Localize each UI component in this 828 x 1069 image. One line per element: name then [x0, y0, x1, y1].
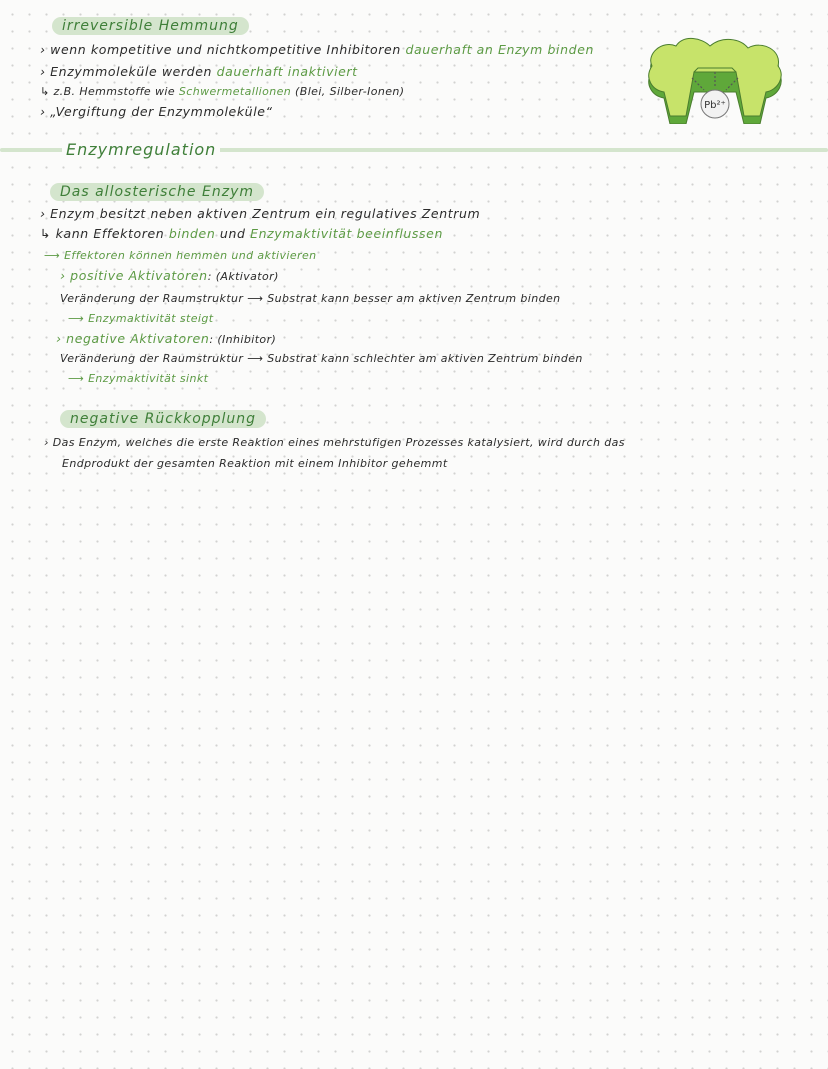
heading-irreversible-inhibition: irreversible Hemmung: [52, 17, 249, 35]
text: und: [215, 226, 251, 241]
allosteric-line-6: ⟶ Enzymaktivität steigt: [68, 312, 214, 325]
section-title-enzymregulation: Enzymregulation: [62, 140, 220, 159]
text: : (Inhibitor): [209, 333, 277, 346]
text: › wenn kompetitive und nichtkompetitive Inhibitoren: [40, 42, 406, 57]
highlight-text: dauerhaft inaktiviert: [216, 64, 358, 79]
lead-ion-label: Pb²⁺: [704, 100, 726, 111]
allosteric-line-9: ⟶ Enzymaktivität sinkt: [68, 372, 209, 385]
highlight-text: binden: [168, 226, 216, 241]
highlight-text: Enzymaktivität beeinflussen: [250, 226, 443, 241]
text: › Enzymmoleküle werden: [40, 64, 217, 79]
allosteric-line-7: [56, 331, 276, 348]
highlight-text: Schwermetallionen: [178, 85, 292, 98]
allosteric-line-5: Veränderung der Raumstruktur ⟶ Substrat kann besser am aktiven Zentrum binden: [60, 292, 561, 305]
feedback-line-1: › Das Enzym, welches die erste Reaktion eines mehrstufigen Prozesses katalysiert, wird durch das: [44, 436, 625, 449]
feedback-line-2: Endprodukt der gesamten Reaktion mit einem Inhibitor gehemmt: [62, 457, 448, 470]
bullet-irreversible-2: [40, 64, 358, 80]
bullet-irreversible-3: [40, 84, 404, 100]
heading-allosteric-enzyme: Das allosterische Enzym: [50, 183, 264, 201]
enzyme-lead-ion-figure: [640, 32, 790, 124]
allosteric-line-8: Veränderung der Raumstruktur ⟶ Substrat kann schlechter am aktiven Zentrum binden: [60, 352, 583, 365]
allosteric-line-2: [40, 226, 443, 242]
text: : (Aktivator): [207, 270, 279, 283]
allosteric-line-3: ⟶ Effektoren können hemmen und aktivieren: [44, 249, 317, 262]
highlight-text: dauerhaft an Enzym binden: [405, 42, 595, 57]
text: ↳ z.B. Hemmstoffe wie: [40, 85, 179, 98]
text: (Blei, Silber-Ionen): [291, 85, 405, 98]
text: ↳ kann Effektoren: [40, 226, 169, 241]
highlight-text: › positive Aktivatoren: [60, 268, 208, 283]
bullet-irreversible-4: › „Vergiftung der Enzymmoleküle“: [40, 104, 273, 119]
highlight-text: › negative Aktivatoren: [56, 331, 210, 346]
allosteric-line-1: › Enzym besitzt neben aktiven Zentrum ein regulatives Zentrum: [40, 206, 481, 221]
allosteric-line-4: [60, 268, 279, 285]
heading-negative-feedback: negative Rückkopplung: [60, 410, 266, 428]
bullet-irreversible-1: [40, 42, 594, 58]
